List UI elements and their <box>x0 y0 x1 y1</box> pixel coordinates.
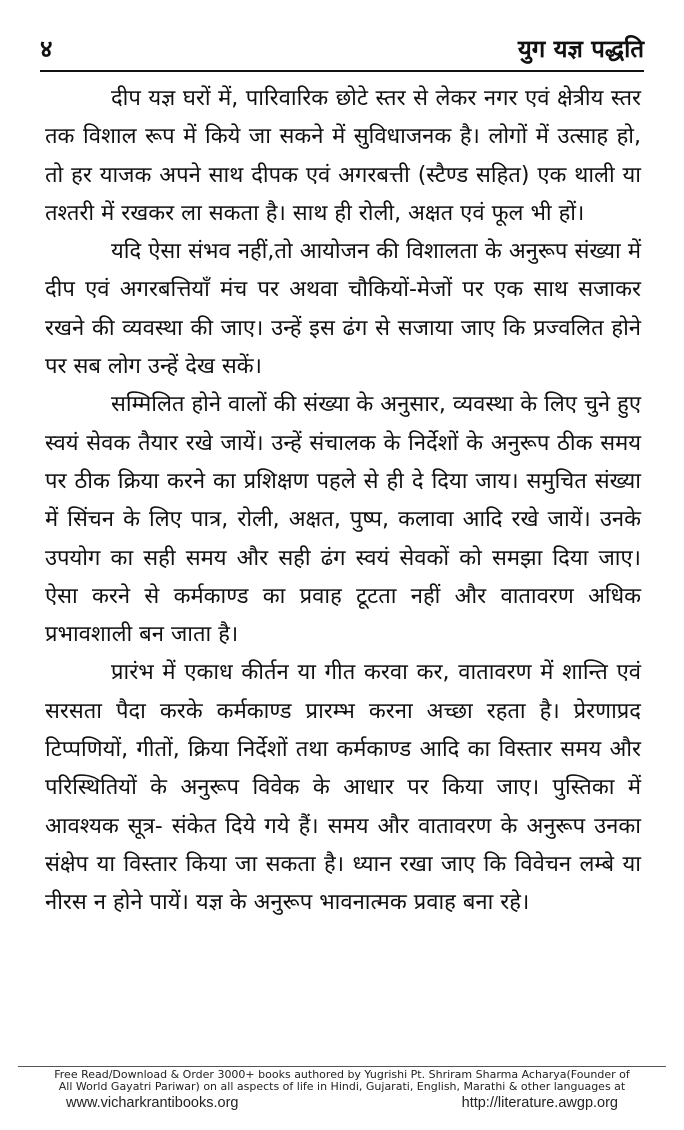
footer-link-literature[interactable]: http://literature.awgp.org <box>461 1095 618 1111</box>
paragraph-2: यदि ऐसा संभव नहीं,तो आयोजन की विशालता के अनुरूप संख्या में दीप एवं अगरबत्तियाँ मंच पर अथवा चौकियों-मेजों पर एक साथ सजाकर रखने की व्यवस्था की जाए। उन्हें इस ढंग से सजाया जाए कि प्रज्वलित होने पर सब लोग उन्हें देख सकें। <box>45 239 641 380</box>
body-text <box>45 80 641 923</box>
page-number: ४ <box>40 35 53 63</box>
footer-note-line-2: All World Gayatri Pariwar) on all aspects of life in Hindi, Gujarati, English, Marathi & other languages at <box>58 1080 626 1093</box>
header-rule <box>40 70 644 72</box>
footer-note-line-1: Free Read/Download & Order 3000+ books authored by Yugrishi Pt. Shriram Sharma Acharya(Founder of <box>54 1068 630 1081</box>
page-footer <box>0 1066 684 1130</box>
footer-rule <box>18 1066 666 1067</box>
paragraph-1: दीप यज्ञ घरों में, पारिवारिक छोटे स्तर से लेकर नगर एवं क्षेत्रीय स्तर तक विशाल रूप में किये जा सकने में सुविधाजनक है। लोगों में उत्साह हो, तो हर याजक अपने साथ दीपक एवं अगरबत्ती (स्टैण्ड सहित) एक थाली या तश्तरी में रखकर ला सकता है। साथ ही रोली, अक्षत एवं फूल भी हों। <box>45 86 641 226</box>
page-header <box>40 30 644 70</box>
running-title: युग यज्ञ पद्धति <box>517 35 644 63</box>
paragraph-4: प्रारंभ में एकाध कीर्तन या गीत करवा कर, वातावरण में शान्ति एवं सरसता पैदा करके कर्मकाण्ड प्रारम्भ करना अच्छा रहता है। प्रेरणाप्रद टिप्पणियों, गीतों, क्रिया निर्देशों तथा कर्मकाण्ड आदि का विस्तार समय और परिस्थितियों के अनुरूप विवेक के आधार पर किया जाए। पुस्तिका में आवश्यक सूत्र- संकेत दिये गये हैं। समय और वातावरण के अनुरूप उनका संक्षेप या विस्तार किया जा सकता है। ध्यान रखा जाए कि विवेचन लम्बे या नीरस न होने पायें। यज्ञ के अनुरूप भावनात्मक प्रवाह बना रहे। <box>45 660 641 916</box>
footer-note <box>0 1069 684 1093</box>
footer-link-vicharkrantibooks[interactable]: www.vicharkrantibooks.org <box>66 1095 239 1111</box>
paragraph-3: सम्मिलित होने वालों की संख्या के अनुसार, व्यवस्था के लिए चुने हुए स्वयं सेवक तैयार रखे जायें। उन्हें संचालक के निर्देशों के अनुरूप ठीक समय पर ठीक क्रिया करने का प्रशिक्षण पहले से ही दे दिया जाय। समुचित संख्या में सिंचन के लिए पात्र, रोली, अक्षत, पुष्प, कलावा आदि रखे जायें। उनके उपयोग का सही समय और सही ढंग स्वयं सेवकों को समझा दिया जाए। ऐसा करने से कर्मकाण्ड का प्रवाह टूटता नहीं और वातावरण अधिक प्रभावशाली बन जाता है। <box>45 392 641 648</box>
